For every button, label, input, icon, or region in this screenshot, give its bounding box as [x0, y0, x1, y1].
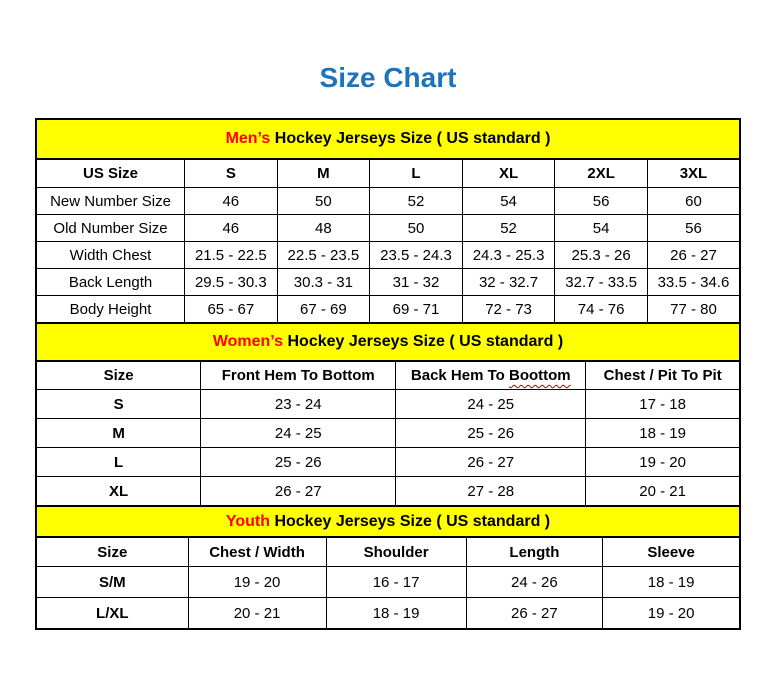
size-cell: 25 - 26 [396, 419, 586, 448]
size-cell: 24 - 25 [396, 390, 586, 419]
size-cell: 21.5 - 22.5 [185, 242, 278, 269]
size-cell: 17 - 18 [586, 390, 740, 419]
size-cell: 24.3 - 25.3 [462, 242, 555, 269]
womens-size-table [35, 322, 741, 507]
size-cell: 33.5 - 34.6 [647, 269, 740, 296]
column-header: Size [36, 361, 201, 390]
column-header: S [185, 159, 278, 188]
youth-section-header-row [36, 506, 740, 537]
mens-size-table [35, 118, 741, 324]
size-cell: 22.5 - 23.5 [277, 242, 370, 269]
table-row [36, 215, 740, 242]
mens-title-rest: Hockey Jerseys Size ( US standard ) [270, 130, 551, 147]
size-cell: 60 [647, 188, 740, 215]
size-cell: 69 - 71 [370, 296, 463, 324]
size-cell: 52 [462, 215, 555, 242]
mens-section-title [36, 119, 740, 159]
womens-title-rest: Hockey Jerseys Size ( US standard ) [283, 333, 564, 350]
size-cell: 25 - 26 [201, 448, 396, 477]
size-cell: 65 - 67 [185, 296, 278, 324]
mens-section-header-row [36, 119, 740, 159]
size-cell: 32 - 32.7 [462, 269, 555, 296]
size-cell: 67 - 69 [277, 296, 370, 324]
womens-column-header-row [36, 361, 740, 390]
table-row [36, 567, 740, 598]
table-row [36, 296, 740, 324]
size-cell: 48 [277, 215, 370, 242]
column-header: Size [36, 537, 188, 567]
column-header: M [277, 159, 370, 188]
table-row [36, 419, 740, 448]
row-label: Back Length [36, 269, 185, 296]
womens-section-title [36, 323, 740, 361]
size-cell: 19 - 20 [188, 567, 326, 598]
row-label: L [36, 448, 201, 477]
size-cell: 29.5 - 30.3 [185, 269, 278, 296]
row-label: Old Number Size [36, 215, 185, 242]
size-cell: 26 - 27 [466, 598, 603, 630]
row-label: L/XL [36, 598, 188, 630]
youth-title-highlight: Youth [225, 512, 270, 530]
row-label: New Number Size [36, 188, 185, 215]
column-header: Chest / Width [188, 537, 326, 567]
table-row [36, 477, 740, 507]
size-cell: 30.3 - 31 [277, 269, 370, 296]
mens-title-highlight: Men’s [225, 130, 271, 147]
size-cell: 50 [277, 188, 370, 215]
column-header: 2XL [555, 159, 648, 188]
table-row [36, 188, 740, 215]
size-cell: 31 - 32 [370, 269, 463, 296]
size-cell: 24 - 25 [201, 419, 396, 448]
womens-title-highlight: Women’s [212, 333, 284, 350]
table-row [36, 390, 740, 419]
row-label: S/M [36, 567, 188, 598]
table-row [36, 242, 740, 269]
youth-title-rest: Hockey Jerseys Size ( US standard ) [270, 512, 551, 530]
table-row [36, 448, 740, 477]
size-cell: 27 - 28 [396, 477, 586, 507]
size-cell: 74 - 76 [555, 296, 648, 324]
column-header [396, 361, 586, 390]
mens-column-header-row [36, 159, 740, 188]
column-header-text: Back Hem To [410, 367, 505, 384]
column-header: L [370, 159, 463, 188]
size-cell: 32.7 - 33.5 [555, 269, 648, 296]
column-header: Chest / Pit To Pit [586, 361, 740, 390]
size-cell: 77 - 80 [647, 296, 740, 324]
youth-section-title [36, 506, 740, 537]
size-cell: 20 - 21 [586, 477, 740, 507]
row-label: M [36, 419, 201, 448]
size-chart-tables [35, 118, 741, 630]
row-label: Body Height [36, 296, 185, 324]
column-header: 3XL [647, 159, 740, 188]
womens-section-header-row [36, 323, 740, 361]
size-cell: 26 - 27 [647, 242, 740, 269]
size-cell: 18 - 19 [326, 598, 466, 630]
youth-column-header-row [36, 537, 740, 567]
size-cell: 52 [370, 188, 463, 215]
misspelled-word: Boottom [508, 367, 571, 384]
youth-size-table [35, 505, 741, 630]
table-row [36, 598, 740, 630]
size-cell: 56 [555, 188, 648, 215]
size-cell: 23.5 - 24.3 [370, 242, 463, 269]
page-title: Size Chart [319, 62, 457, 93]
size-cell: 50 [370, 215, 463, 242]
column-header: Front Hem To Bottom [201, 361, 396, 390]
column-header: Sleeve [603, 537, 740, 567]
size-cell: 18 - 19 [586, 419, 740, 448]
size-cell: 19 - 20 [603, 598, 740, 630]
size-cell: 54 [555, 215, 648, 242]
column-header: US Size [36, 159, 185, 188]
size-cell: 20 - 21 [188, 598, 326, 630]
size-cell: 46 [185, 188, 278, 215]
row-label: XL [36, 477, 201, 507]
size-cell: 25.3 - 26 [555, 242, 648, 269]
size-cell: 26 - 27 [396, 448, 586, 477]
size-cell: 54 [462, 188, 555, 215]
size-cell: 46 [185, 215, 278, 242]
size-cell: 19 - 20 [586, 448, 740, 477]
size-cell: 24 - 26 [466, 567, 603, 598]
column-header: Shoulder [326, 537, 466, 567]
size-cell: 23 - 24 [201, 390, 396, 419]
size-cell: 26 - 27 [201, 477, 396, 507]
row-label: Width Chest [36, 242, 185, 269]
column-header: XL [462, 159, 555, 188]
size-cell: 72 - 73 [462, 296, 555, 324]
row-label: S [36, 390, 201, 419]
size-cell: 18 - 19 [603, 567, 740, 598]
column-header: Length [466, 537, 603, 567]
size-cell: 56 [647, 215, 740, 242]
table-row [36, 269, 740, 296]
size-cell: 16 - 17 [326, 567, 466, 598]
